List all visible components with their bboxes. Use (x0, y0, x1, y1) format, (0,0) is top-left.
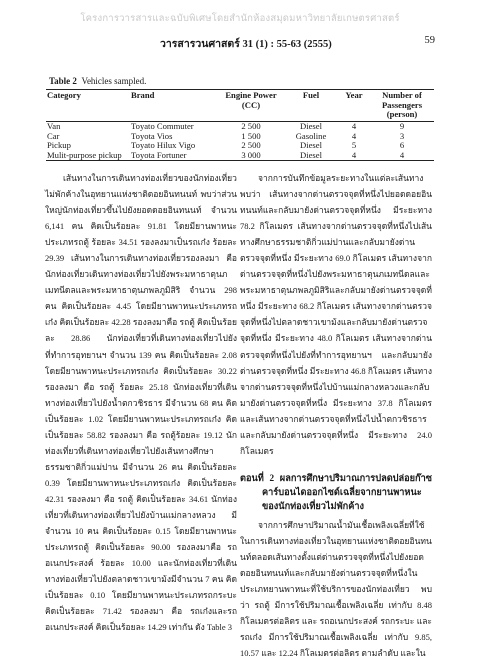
cell-fuel: Diesel (300, 140, 322, 151)
cell-category: Car (47, 130, 60, 141)
table-row (46, 121, 434, 131)
vehicles-table (46, 89, 434, 161)
page-number: 59 (424, 35, 435, 46)
watermark-banner: โครงการวารสารและฉบับพิเศษโดยสำนักห้องสมุดมหาวิทยาลัยเกษตรศาสตร์ (80, 14, 400, 24)
cell-engine-power: 2 500 (241, 140, 261, 151)
header-brand: Brand (131, 90, 155, 100)
body-paragraph: จากการบันทึกข้อมูลระยะทางในแต่ละเส้นทาง พบว่า เส้นทางจากด่านตรวจจุดที่หนึ่งไปยอดดอยอินทนนท์และกลับมายังด่านตรวจจุดที่หนึ่ง มีระยะทาง 78.2 กิโลเมตร เส้นทางจากด่านตรวจจุดที่หนึ่งไปเส้นทางศึกษาธรรมชาติกิ่วแม่ปานและกลับมายังด่านตรวจจุดที่หนึ่ง มีระยะทาง 69.0 กิโลเมตร เส้นทางจากด่านตรวจจุดที่หนึ่งไปยังพระมหาธาตุนภเมทนีดลและพระมหาธาตุนภพลภูมิสิริและกลับมายังด่านตรวจจุดที่หนึ่ง มีระยะทาง 68.2 กิโลเมตร เส้นทางจากด่านตรวจจุดที่หนึ่งไปตลาดชาวเขาม้งและกลับมายังด่านตรวจจุดที่หนึ่ง มีระยะทาง 48.0 กิโลเมตร เส้นทางจากด่านตรวจจุดที่หนึ่งไปยังที่ทำการอุทยานฯ และกลับมายังด่านตรวจจุดที่หนึ่ง มีระยะทาง 46.8 กิโลเมตร เส้นทางจากด่านตรวจจุดที่หนึ่งไปบ้านแม่กลางหลวงและกลับมายังด่านตรวจจุดที่หนึ่ง มีระยะทาง 37.8 กิโลเมตร และเส้นทางจากด่านตรวจจุดที่หนึ่งไปน้ำตกวชิรธารและกลับมายังด่านตรวจจุดที่หนึ่ง มีระยะทาง 24.0 กิโลเมตร (240, 173, 432, 456)
cell-year: 4 (351, 120, 357, 131)
table-title: Vehicles sampled. (81, 76, 147, 86)
cell-fuel: Gasoline (295, 130, 327, 141)
cell-brand: Toyato Commuter (131, 120, 194, 131)
header-category: Category (47, 90, 81, 100)
table-caption (49, 76, 146, 86)
table-row (46, 151, 434, 161)
cell-passengers: 6 (399, 140, 405, 151)
cell-passengers: 3 (399, 130, 405, 141)
table-label: Table 2 (49, 76, 77, 86)
cell-year: 4 (351, 149, 357, 160)
cell-passengers: 9 (399, 120, 405, 131)
cell-fuel: Diesel (300, 149, 322, 160)
table-header-row (46, 90, 434, 122)
cell-engine-power: 3 000 (241, 149, 261, 160)
body-paragraph: เส้นทางในการเดินทางท่องเที่ยวของนักท่องเที่ยวไม่พักค้างในอุทยานแห่งชาติดอยอินทนนท์ พบว่าส่วนใหญ่นักท่องเที่ยวขึ้นไปยังยอดดอยอินทนนท์ จำนวน 6,141 คน คิดเป็นร้อยละ 91.81 โดยมียานพาหนะประเภทรถตู้ ร้อยละ 34.51 รองลงมาเป็นรถเก๋ง ร้อยละ 29.39 เส้นทางในการเดินทางท่องเที่ยวรองลงมา คือ นักท่องเที่ยวเดินทางท่องเที่ยวไปยังพระมหาธาตุนภเมทนีดลและพระมหาธาตุนภพลภูมิสิริ จำนวน 298 คน คิดเป็นร้อยละ 4.45 โดยมียานพาหนะประเภทรถเก๋ง คิดเป็นร้อยละ 42.28 รองลงมาคือ รถตู้ คิดเป็นร้อยละ 28.86 นักท่องเที่ยวที่เดินทางท่องเที่ยวไปยังที่ทำการอุทยานฯ จำนวน 139 คน คิดเป็นร้อยละ 2.08 โดยมียานพาหนะประเภทรถเก๋ง คิดเป็นร้อยละ 30.22 รองลงมา คือ รถตู้ ร้อยละ 25.18 นักท่องเที่ยวที่เดินทางท่องเที่ยวไปยังน้ำตกวชิรธาร มีจำนวน 68 คน คิดเป็นร้อยละ 1.02 โดยมียานพาหนะประเภทรถเก๋ง คิดเป็นร้อยละ 58.82 รองลงมา คือ รถตู้ร้อยละ 19.12 นักท่องเที่ยวที่เดินทางท่องเที่ยวไปยังเส้นทางศึกษาธรรมชาติกิ่วแม่ปาน มีจำนวน 26 คน คิดเป็นร้อยละ 0.39 โดยมียานพาหนะประเภทรถเก๋ง คิดเป็นร้อยละ 42.31 รองลงมา คือ รถตู้ คิดเป็นร้อยละ 34.61 นักท่องเที่ยวที่เดินทางท่องเที่ยวไปยังบ้านแม่กลางหลวง มีจำนวน 10 คน คิดเป็นร้อยละ 0.15 โดยมียานพาหนะประเภทรถตู้ คิดเป็นร้อยละ 90.00 รองลงมาคือ รถอเนกประสงค์ ร้อยละ 10.00 และนักท่องเที่ยวที่เดินทางท่องเที่ยวไปยังตลาดชาวเขาม้งมีจำนวน 7 คน คิดเป็นร้อยละ 0.10 โดยมียานพาหนะประเภทรถกระบะ คิดเป็นร้อยละ 71.42 รองลงมา คือ รถเก๋งและรถอเนกประสงค์ คิดเป็นร้อยละ 14.29 เท่ากัน ดัง Table 3 (45, 173, 237, 633)
body-column-left (45, 170, 237, 640)
body-paragraph: จากการศึกษาปริมาณน้ำมันเชื้อเพลิงเฉลี่ยที่ใช้ในการเดินทางท่องเที่ยวในอุทยานแห่งชาติดอยอินทนนท์ตลอดเส้นทางตั้งแต่ด่านตรวจจุดที่หนึ่งไปยังยอดดอยอินทนนท์และกลับมายังด่านตรวจจุดที่หนึ่งในประเภทยานพาหนะที่ใช้บริการของนักท่องเที่ยว พบว่า รถตู้ มีการใช้ปริมาณเชื้อเพลิงเฉลี่ย เท่ากับ 8.48 กิโลเมตรต่อลิตร และ รถอเนกประสงค์ รถกระบะ และรถเก๋ง มีการใช้ปริมาณเชื้อเพลิงเฉลี่ย เท่ากับ 9.85, 10.57 และ 12.24 กิโลเมตรต่อลิตร ตามลำดับ และใน (240, 519, 432, 659)
cell-year: 4 (351, 130, 357, 141)
header-passengers: Number of Passengers (person) (381, 90, 423, 120)
cell-brand: Toyota Fortuner (131, 149, 187, 160)
section-heading: ตอนที่ 2 ผลการศึกษาปริมาณการปลดปล่อยก๊าซคาร์บอนไดออกไซด์เฉลี่ยจากยานพาหนะของนักท่องเที่ยวไม่พักค้าง (240, 472, 432, 511)
cell-category: Van (47, 120, 61, 131)
cell-brand: Toyato Hilux Vigo (131, 140, 196, 151)
body-column-right (240, 170, 432, 659)
header-year: Year (345, 90, 363, 100)
running-head: วารสารวนศาสตร์ 31 (1) : 55-63 (2555) (160, 39, 332, 50)
cell-fuel: Diesel (300, 120, 322, 131)
cell-engine-power: 2 500 (241, 120, 261, 131)
table-row (46, 132, 434, 142)
header-fuel: Fuel (302, 90, 320, 100)
cell-engine-power: 1 500 (241, 130, 261, 141)
cell-brand: Toyota Vios (131, 130, 173, 141)
cell-passengers: 4 (399, 149, 405, 160)
cell-category: Pickup (47, 140, 71, 151)
header-engine-power: Engine Power (CC) (225, 90, 277, 110)
cell-year: 5 (351, 140, 357, 151)
cell-category: Mulit-purpose pickup (47, 149, 122, 160)
